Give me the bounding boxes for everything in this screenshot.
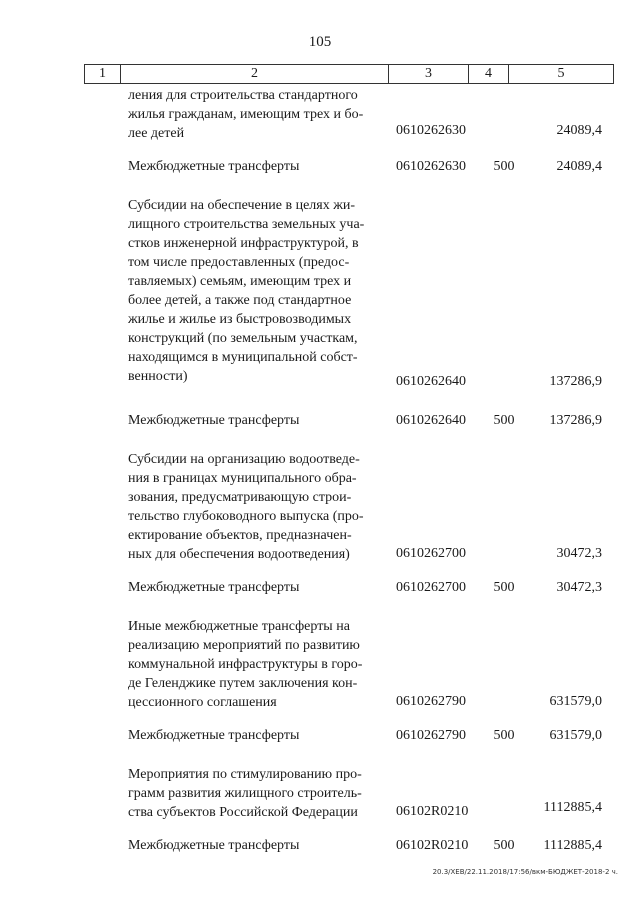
row-type: 500 <box>493 159 515 174</box>
table-row <box>0 617 640 726</box>
row-code: 0610262640 <box>396 413 466 428</box>
row-description: Межбюджетные трансферты <box>128 838 300 853</box>
row-code: 0610262700 <box>396 580 466 595</box>
table-body <box>0 86 640 866</box>
row-amount: 1112885,4 <box>543 838 602 853</box>
header-col-2: 2 <box>121 65 389 83</box>
row-code: 0610262630 <box>396 159 466 174</box>
table-header <box>84 64 614 84</box>
table-row <box>0 578 640 617</box>
row-description: Иные межбюджетные трансферты на реализацию мероприятий по развитию коммунальной инфраструктуры в горо- де Геленджике путем заключения кон- цессионного соглашения <box>128 619 363 710</box>
row-amount: 137286,9 <box>549 374 602 389</box>
row-amount: 24089,4 <box>556 123 602 138</box>
table-row <box>0 196 640 411</box>
row-description: Межбюджетные трансферты <box>128 413 300 428</box>
row-code: 0610262640 <box>396 374 466 389</box>
row-type: 500 <box>493 728 515 743</box>
table-row <box>0 726 640 765</box>
table-row <box>0 157 640 196</box>
row-code: 06102R0210 <box>396 838 469 853</box>
row-amount: 24089,4 <box>556 159 602 174</box>
row-description: Субсидии на обеспечение в целях жи- лищного строительства земельных уча- стков инженерной инфраструктурой, в том числе предоставленных (предос- тавляемых) семьям, имеющим трех и более детей, а также под стандартное жилье и жилье из быстровозводимых конструкций (по земельным участкам, находящимся в муниципальной собст- венности) <box>128 198 365 384</box>
page-number: 105 <box>308 34 332 50</box>
row-code: 06102R0210 <box>396 804 469 819</box>
table-row <box>0 836 640 866</box>
row-description: Межбюджетные трансферты <box>128 580 300 595</box>
header-col-1: 1 <box>85 65 121 83</box>
table-row <box>0 765 640 836</box>
row-code: 0610262790 <box>396 694 466 709</box>
row-code: 0610262630 <box>396 123 466 138</box>
header-col-4: 4 <box>469 65 509 83</box>
table-row <box>0 411 640 450</box>
row-amount: 631579,0 <box>549 694 602 709</box>
row-amount: 30472,3 <box>556 580 602 595</box>
header-col-5: 5 <box>557 66 565 81</box>
footer-document-code: 20.3/ХЕВ/22.11.2018/17:56/вкм-БЮДЖЕТ-2018-2 ч. <box>432 868 618 876</box>
row-description: Мероприятия по стимулированию про- грамм развития жилищного строитель- ства субъектов Российской Федерации <box>128 767 362 820</box>
row-description: Межбюджетные трансферты <box>128 728 300 743</box>
row-description: ления для строительства стандартного жилья гражданам, имеющим трех и бо- лее детей <box>128 88 364 141</box>
row-amount: 137286,9 <box>549 413 602 428</box>
table-row <box>0 450 640 578</box>
row-type: 500 <box>493 413 515 428</box>
header-col-3: 3 <box>389 65 469 83</box>
row-description: Субсидии на организацию водоотведе- ния в границах муниципального обра- зования, предусматривающую строи- тельство глубоководного выпуска (про- ектирование объектов, предназначен- ных для обеспечения водоотведения) <box>128 452 364 562</box>
row-code: 0610262790 <box>396 728 466 743</box>
row-amount: 30472,3 <box>556 546 602 561</box>
row-amount: 1112885,4 <box>543 800 602 815</box>
row-description: Межбюджетные трансферты <box>128 159 300 174</box>
row-code: 0610262700 <box>396 546 466 561</box>
table-row <box>0 86 640 157</box>
row-amount: 631579,0 <box>549 728 602 743</box>
row-type: 500 <box>493 580 515 595</box>
row-type: 500 <box>493 838 515 853</box>
